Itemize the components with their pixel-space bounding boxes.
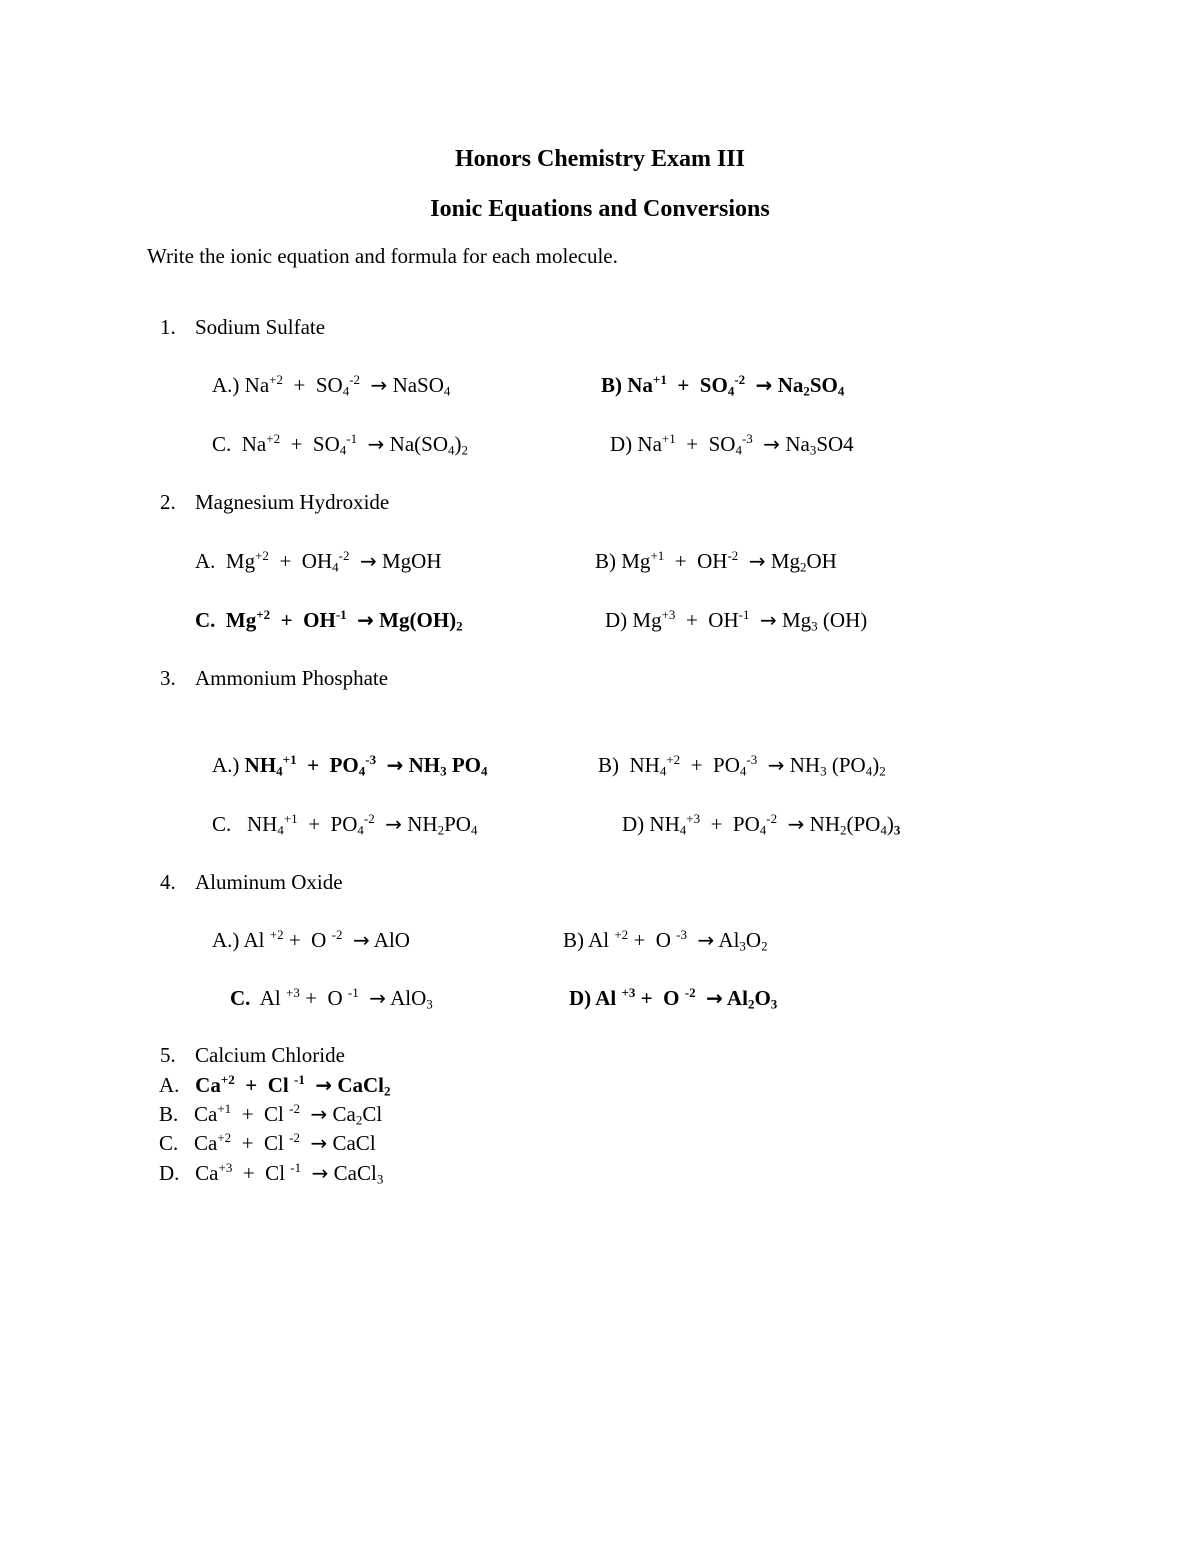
subscript: 4 (332, 559, 339, 575)
equation-text: PO (329, 753, 359, 777)
charge-superscript: +3 (621, 984, 636, 1000)
equation-text (342, 928, 353, 952)
equation-text: A.) Na (212, 373, 270, 397)
question-name: Magnesium Hydroxide (195, 490, 390, 514)
answer-option (622, 810, 901, 838)
equation-text: + Cl (232, 1161, 291, 1185)
equation-text: MgOH (376, 549, 442, 573)
equation-text: ) (454, 432, 462, 456)
arrow-right-icon: → (706, 986, 723, 1010)
charge-superscript: +2 (269, 371, 283, 387)
arrow-right-icon: → (767, 753, 785, 777)
subscript: 4 (277, 822, 284, 838)
arrow-right-icon: → (359, 549, 377, 573)
charge-superscript: +2 (256, 606, 271, 622)
answer-option (159, 1071, 391, 1099)
subscript: 4 (880, 822, 887, 838)
equation-text: A. (159, 1073, 196, 1097)
subscript: 2 (461, 442, 468, 458)
equation-text: + O (635, 986, 685, 1010)
subscript: 3 (809, 442, 817, 458)
charge-superscript: -2 (734, 371, 746, 387)
charge-superscript: -2 (289, 1100, 300, 1116)
answer-option (212, 751, 488, 779)
equation-text (360, 373, 371, 397)
equation-text: NH (402, 812, 438, 836)
equation-text: AlO (369, 928, 410, 952)
answer-option (195, 547, 442, 575)
instructions: Write the ionic equation and formula for each molecule. (147, 244, 618, 268)
subscript: 4 (443, 383, 451, 399)
equation-text (347, 608, 358, 632)
equation-text: B) NH (598, 753, 660, 777)
answer-option (569, 984, 778, 1012)
equation-text: D) Mg (605, 608, 662, 632)
charge-superscript: +2 (255, 547, 269, 563)
equation-text: B) Mg (595, 549, 651, 573)
subscript: 3 (770, 996, 778, 1012)
equation-text: Mg(OH) (373, 608, 457, 632)
equation-text: Na (772, 373, 804, 397)
arrow-right-icon: → (385, 812, 402, 836)
subscript: 3 (820, 763, 827, 779)
subscript: 4 (727, 383, 735, 399)
arrow-right-icon: → (315, 1073, 333, 1097)
charge-superscript: +2 (269, 926, 284, 942)
subscript: 3 (893, 822, 901, 838)
charge-superscript: -2 (331, 926, 343, 942)
equation-text: + PO (297, 812, 358, 836)
answer-option (595, 547, 837, 575)
equation-text: + SO (280, 432, 340, 456)
charge-superscript: +3 (686, 810, 701, 826)
subscript: 3 (426, 996, 433, 1012)
charge-superscript: -1 (346, 430, 358, 446)
charge-superscript: +1 (661, 430, 676, 446)
equation-text: NH (244, 753, 277, 777)
equation-text: Al (250, 986, 287, 1010)
answer-option (159, 1129, 376, 1155)
equation-text: PO (446, 753, 482, 777)
equation-text (777, 812, 788, 836)
charge-superscript: +3 (286, 984, 300, 1000)
answer-option (212, 371, 451, 399)
equation-text (757, 753, 768, 777)
equation-text: C. Mg (195, 608, 257, 632)
equation-text: (PO (826, 753, 866, 777)
page-title: Honors Chemistry Exam III (454, 146, 745, 172)
charge-superscript: -2 (766, 810, 778, 826)
equation-text: + SO (666, 373, 728, 397)
arrow-right-icon: → (370, 373, 388, 397)
equation-text: + OH (675, 608, 739, 632)
subscript: 4 (447, 442, 455, 458)
subscript: 2 (803, 383, 810, 399)
charge-superscript: -2 (289, 1129, 300, 1145)
equation-text (687, 928, 698, 952)
answer-option (610, 430, 854, 458)
equation-text: NH (403, 753, 441, 777)
question-number: 3. (160, 666, 176, 690)
subscript: 4 (276, 763, 283, 779)
question-number: 1. (160, 315, 176, 339)
equation-text: Al (714, 928, 740, 952)
equation-text (745, 373, 756, 397)
answer-option (601, 371, 845, 399)
subscript: 4 (659, 763, 667, 779)
equation-text: + PO (680, 753, 740, 777)
arrow-right-icon: → (311, 1161, 329, 1185)
equation-text: SO4 (816, 432, 854, 456)
subscript: 4 (342, 383, 350, 399)
charge-superscript: -3 (365, 751, 377, 767)
charge-superscript: -1 (335, 606, 347, 622)
equation-text: ) (872, 753, 880, 777)
charge-superscript: -1 (347, 984, 359, 1000)
equation-text: D) Na (610, 432, 662, 456)
subscript: 4 (339, 442, 347, 458)
answer-option (598, 751, 886, 779)
equation-text: CaCl (327, 1131, 376, 1155)
charge-superscript: -2 (349, 371, 361, 387)
subscript: 4 (865, 763, 873, 779)
equation-text: + PO (700, 812, 760, 836)
equation-text: + OH (270, 608, 336, 632)
equation-text: (OH) (817, 608, 868, 632)
equation-text (696, 986, 707, 1010)
question-number: 5. (160, 1043, 176, 1067)
equation-text: AlO (385, 986, 427, 1010)
equation-text (300, 1131, 311, 1155)
equation-text: + Cl (231, 1102, 290, 1126)
subscript: 2 (800, 559, 807, 575)
charge-superscript: +3 (661, 606, 676, 622)
arrow-right-icon: → (748, 549, 766, 573)
subscript: 4 (358, 763, 366, 779)
equation-text: (PO (846, 812, 881, 836)
equation-text (753, 432, 764, 456)
equation-text (376, 753, 387, 777)
equation-text: A. Mg (195, 549, 256, 573)
subscript: 4 (470, 822, 478, 838)
answer-option (212, 810, 478, 838)
arrow-right-icon: → (369, 986, 386, 1010)
arrow-right-icon: → (697, 928, 715, 952)
charge-superscript: -2 (684, 984, 696, 1000)
charge-superscript: +2 (614, 926, 629, 942)
equation-text: + O (283, 928, 332, 952)
equation-text: D) NH (622, 812, 680, 836)
subscript: 4 (481, 763, 488, 779)
charge-superscript: -2 (727, 547, 739, 563)
equation-text: B) Al (563, 928, 615, 952)
equation-text: C. Na (212, 432, 267, 456)
equation-text (749, 608, 760, 632)
answer-option (212, 430, 468, 458)
charge-superscript: +2 (266, 430, 281, 446)
charge-superscript: +1 (650, 547, 665, 563)
charge-superscript: +1 (282, 751, 297, 767)
equation-text: B) Na (601, 373, 653, 397)
charge-superscript: -3 (741, 430, 753, 446)
equation-text (359, 986, 370, 1010)
charge-superscript: -1 (290, 1159, 302, 1175)
equation-text: Cl (362, 1102, 383, 1126)
charge-superscript: -2 (363, 810, 375, 826)
answer-option (563, 926, 768, 954)
subscript: 4 (735, 442, 742, 458)
charge-superscript: +2 (220, 1071, 235, 1087)
subscript: 4 (679, 822, 687, 838)
equation-text: + O (299, 986, 348, 1010)
question-name: Sodium Sulfate (195, 315, 326, 339)
answer-option (230, 984, 433, 1012)
equation-text: + SO (283, 373, 343, 397)
equation-text (375, 812, 386, 836)
arrow-right-icon: → (367, 432, 385, 456)
equation-text: NH (784, 753, 821, 777)
equation-text: C. (230, 986, 251, 1010)
equation-text: + SO (675, 432, 736, 456)
arrow-right-icon: → (755, 373, 773, 397)
equation-text: Na(SO (384, 432, 448, 456)
arrow-right-icon: → (310, 1131, 328, 1155)
charge-superscript: -3 (746, 751, 758, 767)
equation-text: SO (809, 373, 838, 397)
arrow-right-icon: → (759, 608, 777, 632)
question-number: 4. (160, 870, 176, 894)
charge-superscript: +2 (217, 1129, 232, 1145)
equation-text: C. NH (212, 812, 278, 836)
subscript: 2 (456, 618, 463, 634)
equation-text: + Cl (234, 1073, 294, 1097)
charge-superscript: +1 (217, 1100, 232, 1116)
equation-text: O (754, 986, 771, 1010)
equation-text (738, 549, 749, 573)
answer-option (195, 606, 463, 634)
equation-text: + O (628, 928, 677, 952)
equation-text: Al (722, 986, 748, 1010)
arrow-right-icon: → (763, 432, 781, 456)
equation-text: OH (806, 549, 837, 573)
subscript: 4 (739, 763, 747, 779)
question-name: Ammonium Phosphate (195, 666, 389, 690)
equation-text: + Cl (231, 1131, 290, 1155)
page-subtitle: Ionic Equations and Conversions (430, 196, 770, 222)
equation-text: O (745, 928, 762, 952)
equation-text: CaCl (332, 1073, 385, 1097)
equation-text: Na (780, 432, 810, 456)
equation-text: + OH (268, 549, 333, 573)
arrow-right-icon: → (310, 1102, 328, 1126)
charge-superscript: +3 (218, 1159, 233, 1175)
equation-text (349, 549, 360, 573)
equation-text: D. Ca (159, 1161, 219, 1185)
arrow-right-icon: → (357, 608, 374, 632)
subscript: 2 (879, 763, 886, 779)
charge-superscript: -1 (293, 1071, 305, 1087)
equation-text (301, 1161, 312, 1185)
question-name: Aluminum Oxide (195, 870, 343, 894)
question-number: 2. (160, 490, 176, 514)
charge-superscript: +2 (666, 751, 681, 767)
subscript: 2 (355, 1112, 363, 1128)
equation-text: A.) (212, 753, 245, 777)
answer-option (605, 606, 868, 634)
subscript: 4 (837, 383, 845, 399)
equation-text: PO (444, 812, 471, 836)
equation-text: NaSO (387, 373, 444, 397)
subscript: 3 (811, 618, 818, 634)
subscript: 3 (440, 763, 447, 779)
arrow-right-icon: → (787, 812, 805, 836)
subscript: 2 (437, 822, 445, 838)
subscript: 2 (384, 1083, 391, 1099)
charge-superscript: +1 (283, 810, 298, 826)
subscript: 3 (376, 1171, 384, 1187)
equation-text (305, 1073, 316, 1097)
equation-text: C. Ca (159, 1131, 218, 1155)
equation-text: + OH (664, 549, 728, 573)
question-name: Calcium Chloride (195, 1043, 345, 1067)
charge-superscript: +1 (652, 371, 667, 387)
subscript: 3 (739, 938, 746, 954)
charge-superscript: -2 (338, 547, 350, 563)
subscript: 2 (747, 996, 755, 1012)
equation-text: Mg (765, 549, 801, 573)
equation-text: + (296, 753, 330, 777)
equation-text (357, 432, 368, 456)
equation-text: NH (804, 812, 840, 836)
charge-superscript: -3 (676, 926, 688, 942)
equation-text: Ca (327, 1102, 356, 1126)
subscript: 2 (840, 822, 847, 838)
equation-text: Ca (195, 1073, 221, 1097)
subscript: 2 (761, 938, 768, 954)
equation-text: B. Ca (159, 1102, 218, 1126)
answer-option (159, 1100, 383, 1128)
equation-text: Mg (776, 608, 812, 632)
arrow-right-icon: → (352, 928, 370, 952)
equation-text: A.) Al (212, 928, 270, 952)
answer-option (159, 1159, 384, 1187)
equation-text (300, 1102, 311, 1126)
charge-superscript: -1 (738, 606, 750, 622)
answer-option (212, 926, 410, 952)
equation-text: ) (886, 812, 894, 836)
equation-text: CaCl (328, 1161, 377, 1185)
subscript: 4 (357, 822, 364, 838)
subscript: 4 (759, 822, 767, 838)
arrow-right-icon: → (386, 753, 404, 777)
equation-text: D) Al (569, 986, 622, 1010)
